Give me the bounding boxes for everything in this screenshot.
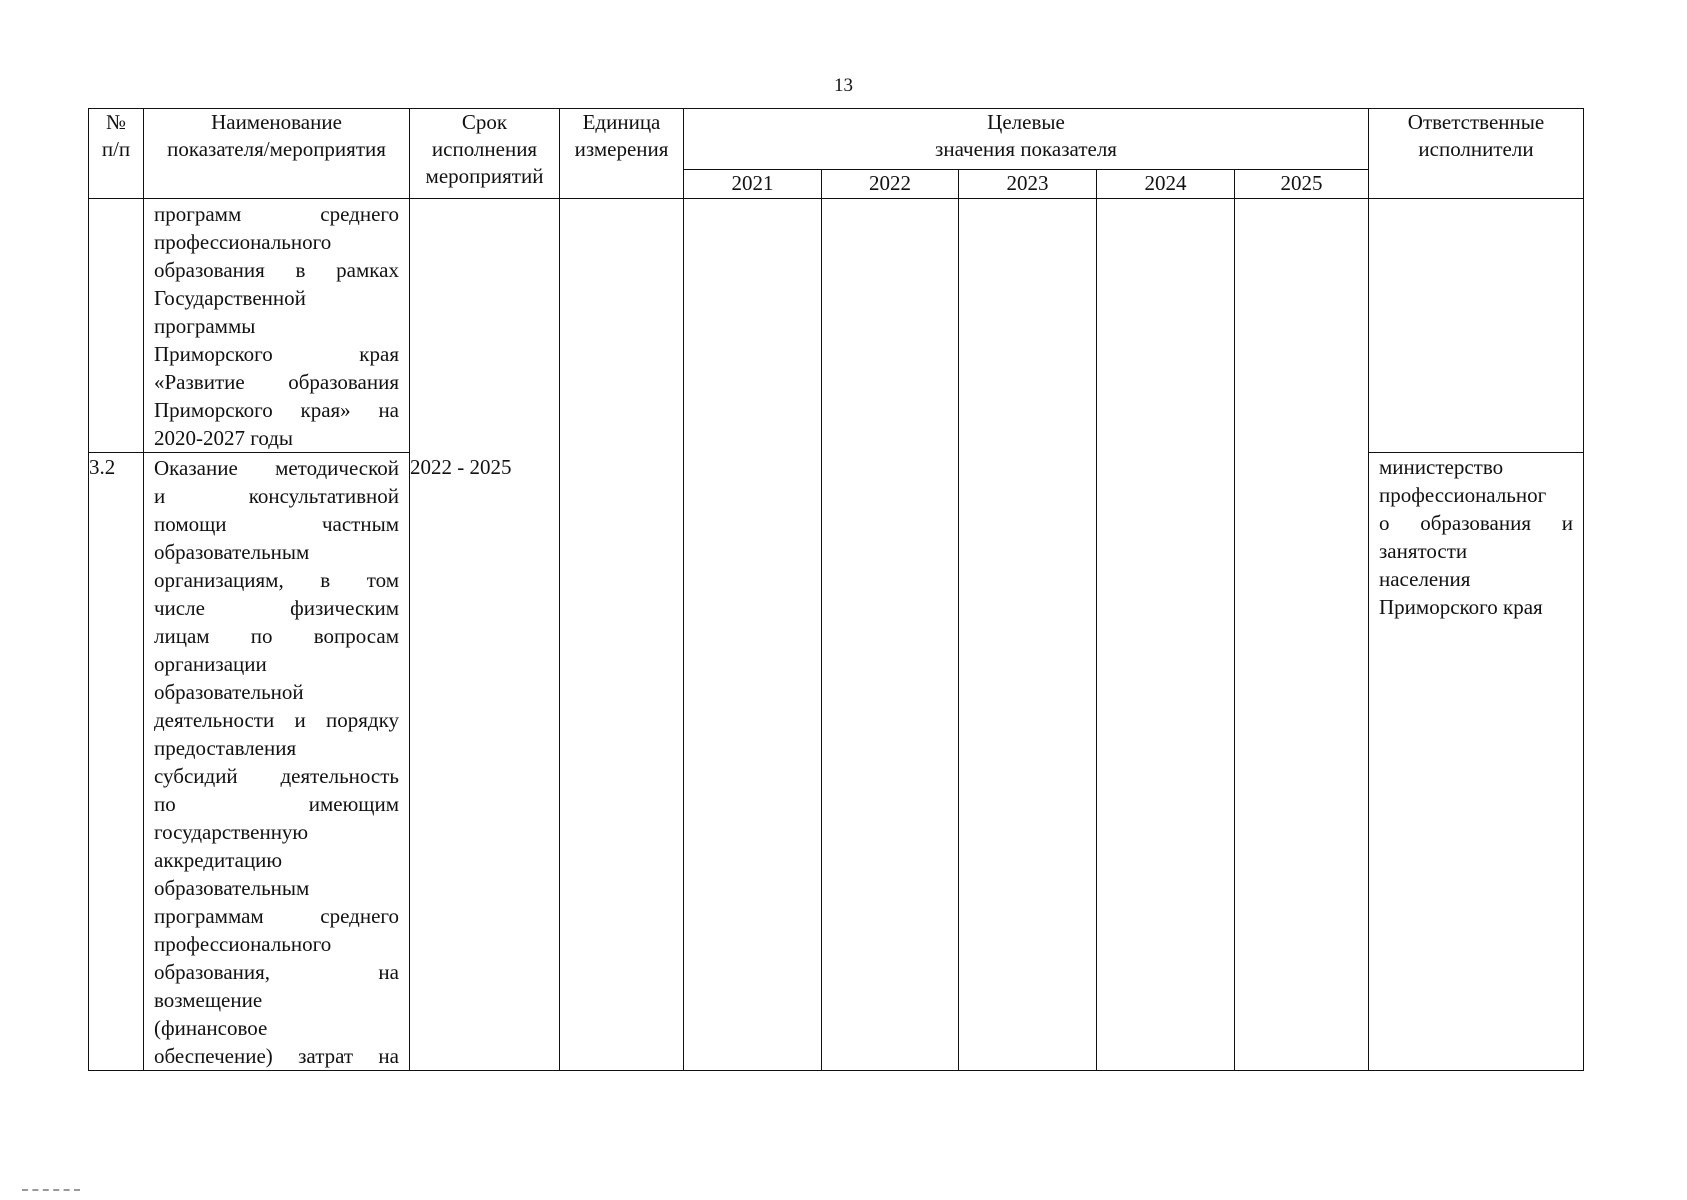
header-row bbox=[89, 109, 1584, 170]
row-responsible bbox=[1369, 199, 1584, 453]
targets-table bbox=[88, 108, 1584, 1071]
header-target-values: Целевые значения показателя bbox=[684, 109, 1369, 170]
row-responsible bbox=[1369, 453, 1584, 1071]
page-number: 13 bbox=[834, 75, 853, 96]
row-name bbox=[144, 453, 410, 1071]
header-name: Наименование показателя/мероприятия bbox=[144, 109, 410, 199]
header-year-2023: 2023 bbox=[959, 170, 1097, 199]
header-year-2022: 2022 bbox=[822, 170, 959, 199]
header-unit: Единица измерения bbox=[560, 109, 684, 199]
row-unit bbox=[560, 199, 684, 1071]
header-term: Срок исполнения мероприятий bbox=[410, 109, 560, 199]
row-responsible-text: министерство профессиональног о образования и занятости населения Приморского края bbox=[1379, 455, 1573, 619]
row-value-2021 bbox=[684, 199, 822, 1071]
header-year-2021: 2021 bbox=[684, 170, 822, 199]
row-value-2024 bbox=[1097, 199, 1235, 1071]
scan-margin-mark bbox=[22, 1189, 80, 1191]
header-year-2025: 2025 bbox=[1235, 170, 1369, 199]
row-value-2022 bbox=[822, 199, 959, 1071]
table-row bbox=[89, 199, 1584, 453]
row-name bbox=[144, 199, 410, 453]
header-number: № п/п bbox=[89, 109, 144, 199]
row-name-text: программ среднего профессионального образования в рамках Государственной программы Приморского края «Развитие образования Приморского края» на 2020-2027 годы bbox=[154, 202, 399, 450]
row-term: 2022 - 2025 bbox=[410, 453, 560, 1071]
header-year-2024: 2024 bbox=[1097, 170, 1235, 199]
row-value-2023 bbox=[959, 199, 1097, 1071]
row-name-text: Оказание методической и консультативной помощи частным образовательным организациям, в том числе физическим лицам по вопросам организации образовательной деятельности и порядку предоставления субсидий деятельность по имеющим государственную аккредитацию образовательным программам среднего профессионального образования, на возмещение (финансовое обеспечение) затрат на bbox=[154, 456, 399, 1068]
row-number bbox=[89, 199, 144, 453]
row-term bbox=[410, 199, 560, 453]
row-value-2025 bbox=[1235, 199, 1369, 1071]
row-number: 3.2 bbox=[89, 453, 144, 1071]
header-responsible: Ответственные исполнители bbox=[1369, 109, 1584, 199]
